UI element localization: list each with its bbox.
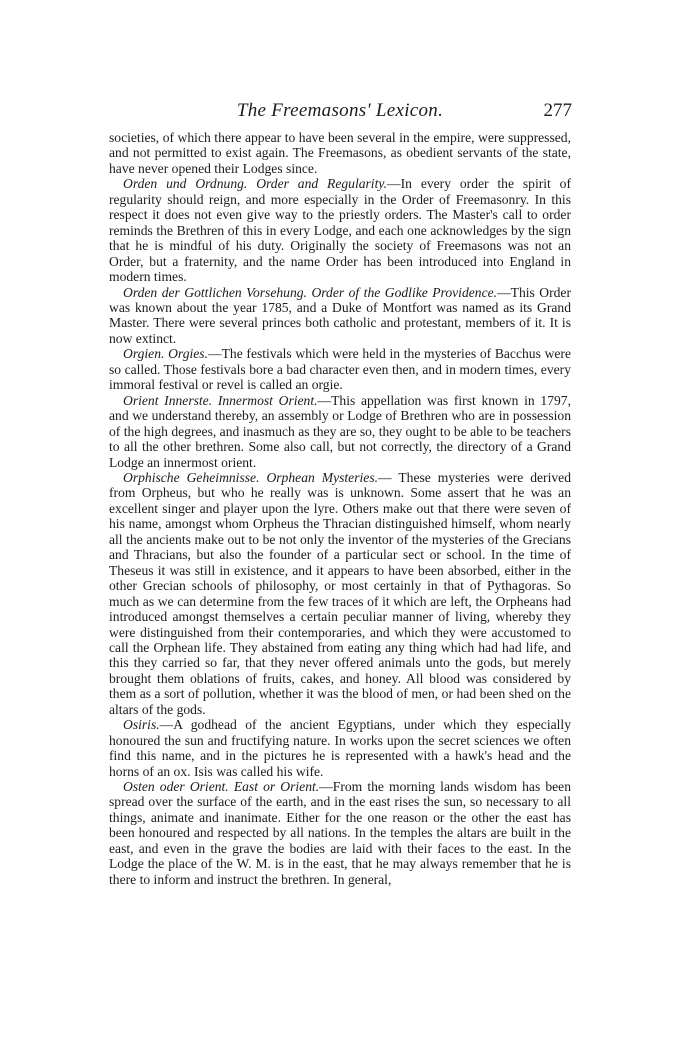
entry-translation: Order and Regularity. (256, 176, 388, 192)
entry-text: — These mysteries were derived from Orpheus, but who he really was is unknown. Some assert that he was an excellent singer and player upon the lyre. Others make out that there were seven of his name, amongst whom Orpheus the Thracian distinguished himself, whom nearly all the ancients make out to be not only the inventor of the mysteries of the Grecians and Thracians, but also the founder of a particular sect or school. In the time of Theseus it was still in existence, and it appears to have been absorbed, either in the other Grecian schools of philosophy, or most certainly in that of Pythagoras. So much as we can determine from the few traces of it which are left, the Orpheans had introduced amongst themselves a certain peculiar manner of living, whereby they were distinguished from their contemporaries, and which they were accustomed to call the Orphean life. They abstained from eating any thing which had had life, and this they carried so far, that they never offered animals unto the gods, but merely brought them oblations of fruits, cakes, and honey. All blood was considered by them as a sort of pollution, whether it was the blood of men, or had been shed on the altars of the gods. (109, 469, 571, 717)
running-head (108, 100, 572, 126)
paragraph-continuation (109, 130, 571, 176)
entry-headword: Orient Innerste. (123, 392, 213, 408)
entry-orgien (109, 346, 571, 392)
entry-translation: Orgies. (168, 346, 208, 362)
entry-translation: Orphean Mysteries. (266, 469, 379, 485)
entry-text: —From the morning lands wisdom has been spread over the surface of the earth, and in the east rises the sun, so necessary to all things, animate and inanimate. Either for the one reason or the other the east has been honoured and respected by all nations. In the temples the altars are built in the east, and even in the grave the bodies are laid with their faces to the east. In the Lodge the place of the W. M. is in the east, that he may always remember that he is there to inform and instruct the brethren. In general, (109, 779, 571, 887)
entry-headword: Osten oder Orient. (123, 779, 229, 795)
running-title: The Freemasons' Lexicon. (236, 100, 444, 121)
entry-orphische-geheimnisse (109, 470, 571, 717)
paragraph-text: societies, of which there appear to have been several in the empire, were suppressed, and not permitted to exist again. The Freemasons, as obedient servants of the state, have never opened their Lodges since. (109, 130, 571, 176)
entry-text: —A godhead of the ancient Egyptians, under which they especially honoured the sun and fructifying nature. In works upon the secret sciences we often find this name, and in the pictures he is represented with a hawk's head and the horns of an ox. Isis was called his wife. (109, 717, 571, 779)
entry-translation: East or Orient. (233, 779, 320, 795)
entry-headword: Orphische Geheimnisse. (123, 469, 260, 485)
entry-translation: Innermost Orient. (217, 392, 318, 408)
page-number: 277 (543, 100, 572, 121)
body-text (109, 130, 571, 887)
entry-headword: Orden und Ordnung. (123, 176, 248, 192)
entry-orient-innerste (109, 393, 571, 470)
entry-text: —This appellation was first known in 1797, and we understand thereby, an assembly or Lodge of Brethren who are in possession of the high degrees, and inasmuch as they are so, they ought to be able to be teachers to all the other brethren. Some also call, but not correctly, the directory of a Grand Lodge an innermost orient. (109, 392, 571, 470)
entry-text: —The festivals which were held in the mysteries of Bacchus were so called. Those festivals bore a bad character even then, and in modern times, every immoral festival or revel is called an orgie. (109, 346, 571, 393)
entry-text: —This Order was known about the year 1785, and a Duke of Montfort was named as its Grand Master. There were several princes both catholic and protestant, members of it. It is now extinct. (109, 284, 571, 346)
entry-osiris (109, 717, 571, 779)
entry-orden-der-gottlichen-vorsehung (109, 285, 571, 347)
entry-translation: Order of the Godlike Providence. (311, 284, 498, 300)
entry-headword: Orden der Gottlichen Vorsehung. (123, 284, 307, 300)
entry-headword: Orgien. (123, 346, 165, 362)
entry-orden-und-ordnung (109, 176, 571, 284)
entry-headword: Osiris. (123, 717, 160, 733)
entry-text: —In every order the spirit of regularity should reign, and more especially in the Order of Freemasonry. In this respect it does not even give way to the priestly orders. The Master's call to order reminds the Brethren of this in every Lodge, and each one acknowledges by the sign that he is mindful of his duty. Originally the society of Freemasons was not an Order, but a fraternity, and the name Order has been introduced into England in modern times. (109, 176, 571, 285)
entry-osten-oder-orient (109, 779, 571, 887)
